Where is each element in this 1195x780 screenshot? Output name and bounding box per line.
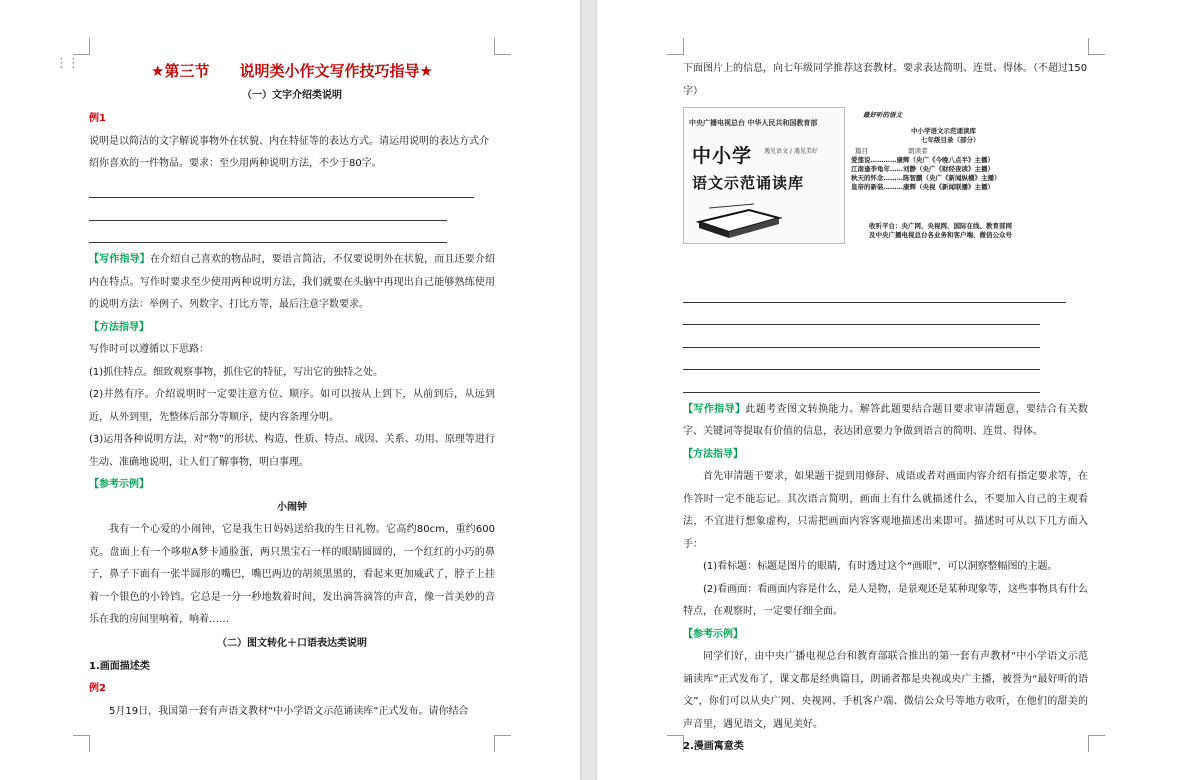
catalog-title: 中小学语文示范诵读库 <box>911 127 976 135</box>
catalog-footer-line: 收听平台：央广网、央视网、国际在线、教育部网 <box>869 222 1012 230</box>
section-title: ★第三节 说明类小作文写作技巧指导★ <box>151 62 433 80</box>
banner-title: 中小学 <box>692 145 753 167</box>
sample-label: 【参考示例】 <box>683 628 743 640</box>
example1-text: 绍你喜欢的一件物品。要求：至少用两种说明方法，不少于80字。 <box>89 158 382 169</box>
poster-image <box>683 107 1088 252</box>
left-page-content <box>89 58 495 723</box>
subhead-text-intro: （一）文字介绍类说明 <box>242 90 342 101</box>
catalog-row: 爱莲说…………康辉（央广《今晚八点半》主播） <box>851 156 994 164</box>
crop-mark <box>494 735 511 752</box>
sample-text: 同学们好，由中央广播电视总台和教育部联合推出的第一套有声教材“中小学语文示范诵读库”正式发布了，课文都是经典篇目，朗诵者都是央视或央广主播，被誉为“最好听的语文”，你们可以从央广网、央视网、手机客户端、微信公众号等地方收听，在他们的甜美的声音里，遇见语文，遇见美好。 <box>683 651 1088 730</box>
answer-line[interactable] <box>683 370 1040 393</box>
catalog-row: 皇帝的新装………康辉（央视《新闻联播》主播） <box>851 183 994 191</box>
method-item: (1)看标题：标题是图片的眼睛，有时透过这个“画眼”，可以洞察整幅图的主题。 <box>703 561 1058 572</box>
prompt-text: 字） <box>683 85 703 97</box>
method-intro: 写作时可以遵循以下思路： <box>89 344 209 355</box>
section-label: 1.画面描述类 <box>89 660 150 672</box>
method-item: (2)井然有序。介绍说明时一定要注意方位、顺序。如可以按从上到下，从前到后，从远到近，从外到里，先整体后部分等顺序，使内容条理分明。 <box>89 389 495 423</box>
crop-mark <box>1088 38 1105 55</box>
crop-mark <box>667 735 684 752</box>
right-page-content <box>683 58 1088 759</box>
crop-mark <box>1088 735 1105 752</box>
answer-line[interactable] <box>683 325 1040 348</box>
method-label: 【方法指导】 <box>89 321 149 333</box>
banner-caption: 中央广播电视总台 中华人民共和国教育部 <box>689 119 818 127</box>
catalog-rows <box>851 156 1037 192</box>
answer-line[interactable] <box>89 176 474 199</box>
answer-line[interactable] <box>89 221 447 244</box>
subhead-image-text: （二）图文转化＋口语表达类说明 <box>217 637 367 649</box>
sample-title: 小闹钟 <box>277 501 307 513</box>
answer-line[interactable] <box>683 303 1040 326</box>
crop-mark <box>73 735 90 752</box>
crop-mark <box>494 38 511 55</box>
catalog-col: 篇目 <box>855 147 868 155</box>
method-item: (2)看画面：看画面内容是什么，是人是物，是景观还是某种现象等，这些事物具有什么特点，在观察时，一定要仔细全面。 <box>683 583 1088 617</box>
sample-text: 我有一个心爱的小闹钟，它是我生日妈妈送给我的生日礼物。它高约80cm，重约600克。盘面上有一个哆啦A梦卡通脸蛋，两只黑宝石一样的眼睛圆圆的，一个红红的小巧的鼻子，鼻子下面有一张半圆形的嘴巴，嘴巴两边的胡须黑黑的，看起来更加威武了，脖子上挂着一个银色的小铃铛。它总是一分一秒地数着时间，发出滴答滴答的声音，像一首美妙的音乐在我的房间里响着，响着…… <box>89 524 495 625</box>
example1-label: 例1 <box>89 113 106 124</box>
method-item: (3)运用各种说明方法，对“物”的形状、构造、性质、特点、成因、关系、功用、原理等进行生动、准确地说明，让人们了解事物，明白事理。 <box>89 434 495 468</box>
banner-title-2: 语文示范诵读库 <box>692 174 805 192</box>
answer-line[interactable] <box>683 348 1040 371</box>
catalog-col: 朗读者 <box>908 147 928 155</box>
catalog-row: 江南逢李龟年……刘静（央广《财经夜读》主播） <box>851 165 994 173</box>
catalog-panel <box>851 107 1037 242</box>
example2-label: 例2 <box>89 683 106 694</box>
crop-mark <box>667 38 684 55</box>
catalog-row: 秋天的怀念………陈智鹏（央广《新闻纵横》主播） <box>851 174 1001 182</box>
answer-line[interactable] <box>683 280 1066 303</box>
method-item: (1)抓住特点。细致观察事物，抓住它的特征，写出它的独特之处。 <box>89 366 384 378</box>
method-text: 首先审清题干要求，如果题干提到用修辞、成语或者对画面内容介绍有指定要求等，在作答时一定不能忘记。其次语言简明，画面上有什么就描述什么，不要加入自己的主观看法，不宜进行想象虚构，只需把画面内容客观地描述出来即可。描述时可从以下几方面入手： <box>683 471 1088 550</box>
catalog-footer-line: 及中央广播电视总台各业务和客户端、微信公众号 <box>869 231 1012 239</box>
prompt-text: 下面图片上的信息，向七年级同学推荐这套教材。要求表达简明、连贯、得体。（不超过150 <box>683 63 1088 74</box>
method-label: 【方法指导】 <box>683 448 743 460</box>
writing-guide: 【写作指导】在介绍自己喜欢的物品时，要语言简洁，不仅要说明外在状貌，而且还要介绍内在特点。写作时要求至少使用两种说明方法，我们就要在头脑中再现出自己能够熟练使用的说明方法：举例子、列数字、打比方等，最后注意字数要求。 <box>89 254 496 310</box>
catalog-subtitle: 七年级目录（部分） <box>921 136 980 144</box>
writing-guide: 【写作指导】此题考查图文转换能力。解答此题要结合题目要求审清题意，要结合有关数字、关键词等提取有价值的信息，表达团意要力争做到语言的简明、连贯、得体。 <box>683 403 1089 437</box>
crop-mark <box>73 38 90 55</box>
example1-text: 说明是以简洁的文字解说事物外在状貌、内在特征等的表达方式。请运用说明的表达方式介 <box>89 135 489 147</box>
section-label: 2.漫画寓意类 <box>683 741 744 752</box>
catalog-header <box>851 147 1037 156</box>
example2-text: 5月19日，我国第一套有声语文教材“中小学语文示范诵读库”正式发布。请你结合 <box>109 705 469 717</box>
book-stack-icon <box>694 200 784 240</box>
sample-label: 【参考示例】 <box>89 479 149 490</box>
answer-line[interactable] <box>89 198 447 221</box>
drag-handle-icon[interactable]: ⋮⋮ <box>55 56 79 71</box>
catalog-stamp: 最好听的语文 <box>863 111 902 119</box>
catalog-footer <box>869 222 1012 240</box>
banner-subtitle: 遇见语文 / 遇见美好 <box>764 148 818 155</box>
poster-banner <box>683 107 845 244</box>
